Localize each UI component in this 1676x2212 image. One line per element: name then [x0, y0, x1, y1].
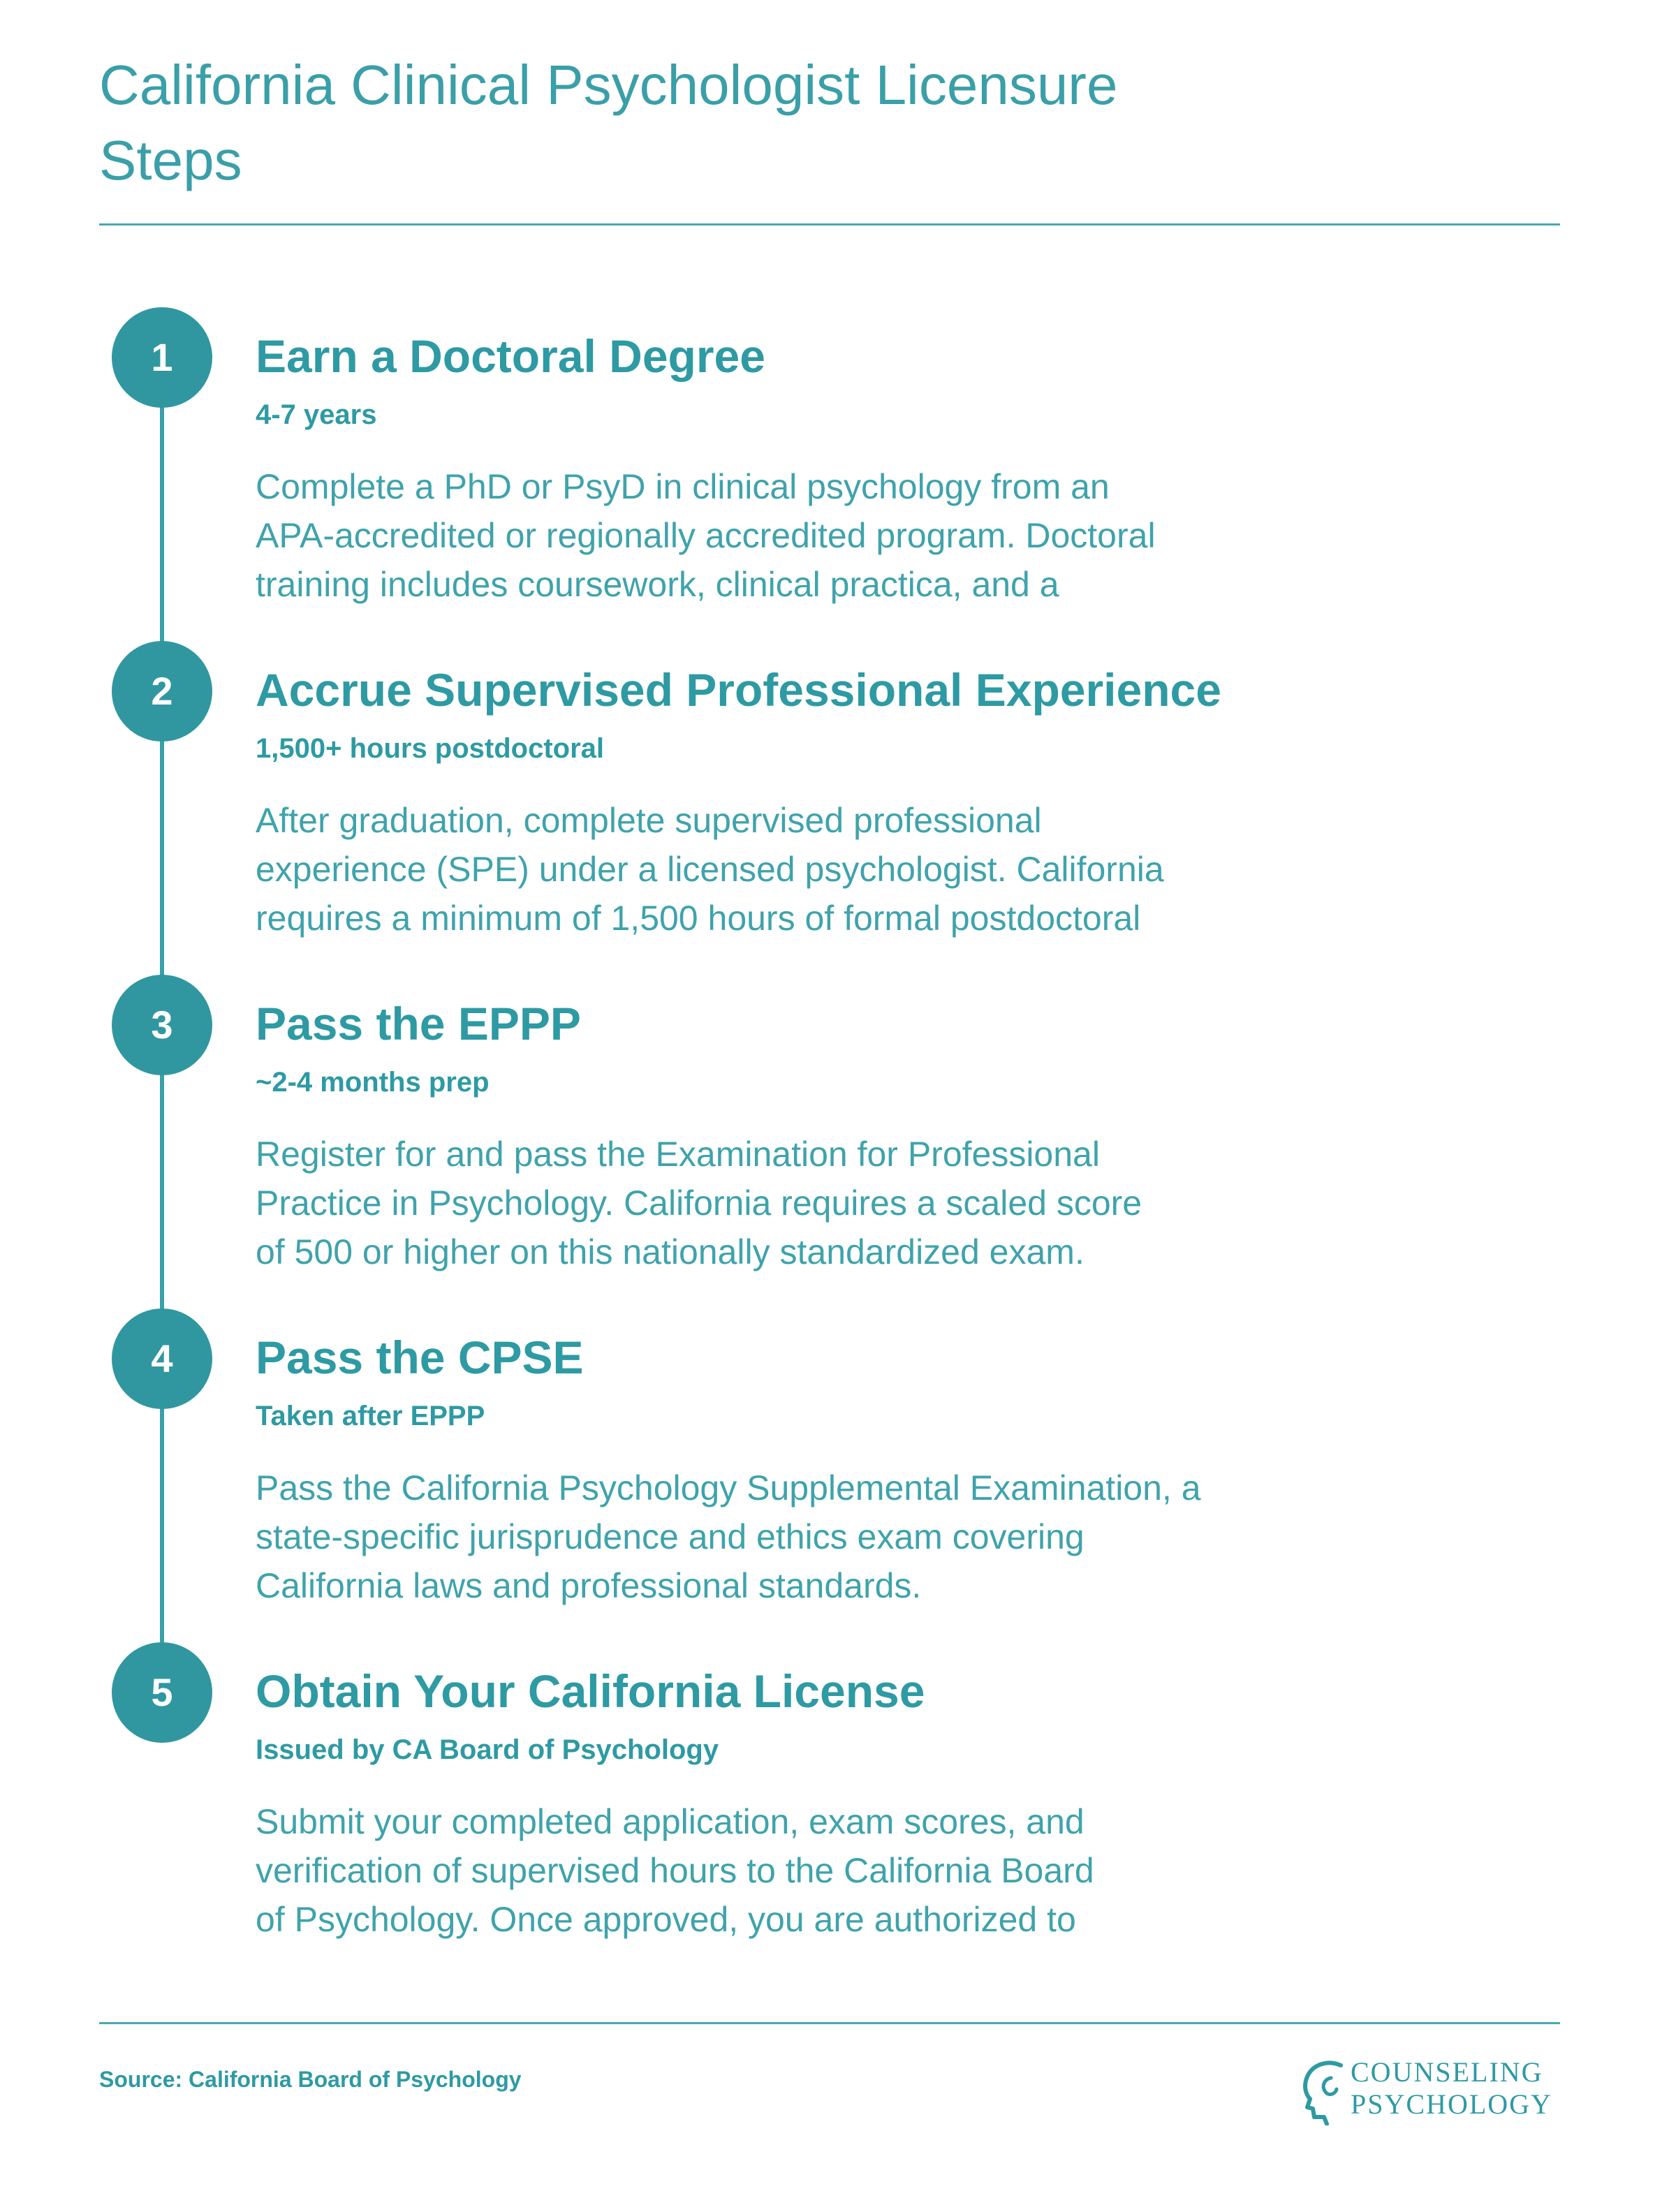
step-description-line: of Psychology. Once approved, you are authorized to — [256, 1900, 1076, 1939]
step-title: Pass the CPSE — [256, 1332, 584, 1383]
step-number-badge: 2 — [112, 641, 212, 742]
step-description-line: of 500 or higher on this nationally standardized exam. — [256, 1232, 1085, 1271]
page-title-line2: Steps — [99, 129, 242, 191]
step-description — [256, 1130, 1345, 1276]
step-description — [256, 796, 1345, 943]
footer-divider — [99, 2022, 1560, 2024]
head-profile-icon — [1300, 2058, 1349, 2125]
step-description — [256, 1797, 1345, 1944]
step-description-line: state-specific jurisprudence and ethics exam covering — [256, 1517, 1085, 1556]
counseling-psychology-logo — [1300, 2053, 1566, 2130]
logo-wordmark-line1: COUNSELING — [1351, 2056, 1543, 2088]
step-description-line: Practice in Psychology. California requires a scaled score — [256, 1184, 1142, 1223]
step-description — [256, 1463, 1345, 1610]
step-description-line: Register for and pass the Examination for Professional — [256, 1135, 1100, 1174]
header-divider — [99, 223, 1560, 226]
step-duration: ~2-4 months prep — [256, 1067, 490, 1098]
step-description-line: California laws and professional standards. — [256, 1566, 922, 1605]
step-description-line: Complete a PhD or PsyD in clinical psychology from an — [256, 467, 1110, 506]
step-description-line: requires a minimum of 1,500 hours of formal postdoctoral — [256, 899, 1141, 938]
step-duration: Taken after EPPP — [256, 1401, 485, 1431]
step-description-line: verification of supervised hours to the California Board — [256, 1851, 1094, 1890]
step-number-badge: 3 — [112, 975, 212, 1075]
step-description-line: After graduation, complete supervised professional — [256, 801, 1042, 840]
step-description-line: APA-accredited or regionally accredited program. Doctoral — [256, 516, 1156, 555]
step-description — [256, 462, 1345, 609]
step-title: Pass the EPPP — [256, 998, 581, 1049]
step-description-line: experience (SPE) under a licensed psychologist. California — [256, 850, 1164, 889]
step-description-line: Pass the California Psychology Supplemental Examination, a — [256, 1468, 1201, 1507]
step-title: Obtain Your California License — [256, 1665, 925, 1717]
step-number-badge: 1 — [112, 307, 212, 408]
source-citation: Source: California Board of Psychology — [99, 2067, 522, 2092]
step-description-line: training includes coursework, clinical practica, and a — [256, 565, 1059, 604]
step-number-badge: 4 — [112, 1308, 212, 1409]
step-duration: 1,500+ hours postdoctoral — [256, 733, 605, 764]
page-title — [99, 47, 1286, 198]
page-title-line1: California Clinical Psychologist Licensure — [99, 54, 1118, 116]
step-duration: Issued by CA Board of Psychology — [256, 1734, 719, 1765]
step-duration: 4-7 years — [256, 399, 377, 430]
step-number-badge: 5 — [112, 1642, 212, 1743]
step-title: Earn a Doctoral Degree — [256, 330, 765, 382]
step-description-line: Submit your completed application, exam scores, and — [256, 1802, 1085, 1841]
logo-wordmark-line2: PSYCHOLOGY — [1351, 2088, 1552, 2120]
step-title: Accrue Supervised Professional Experience — [256, 664, 1221, 716]
